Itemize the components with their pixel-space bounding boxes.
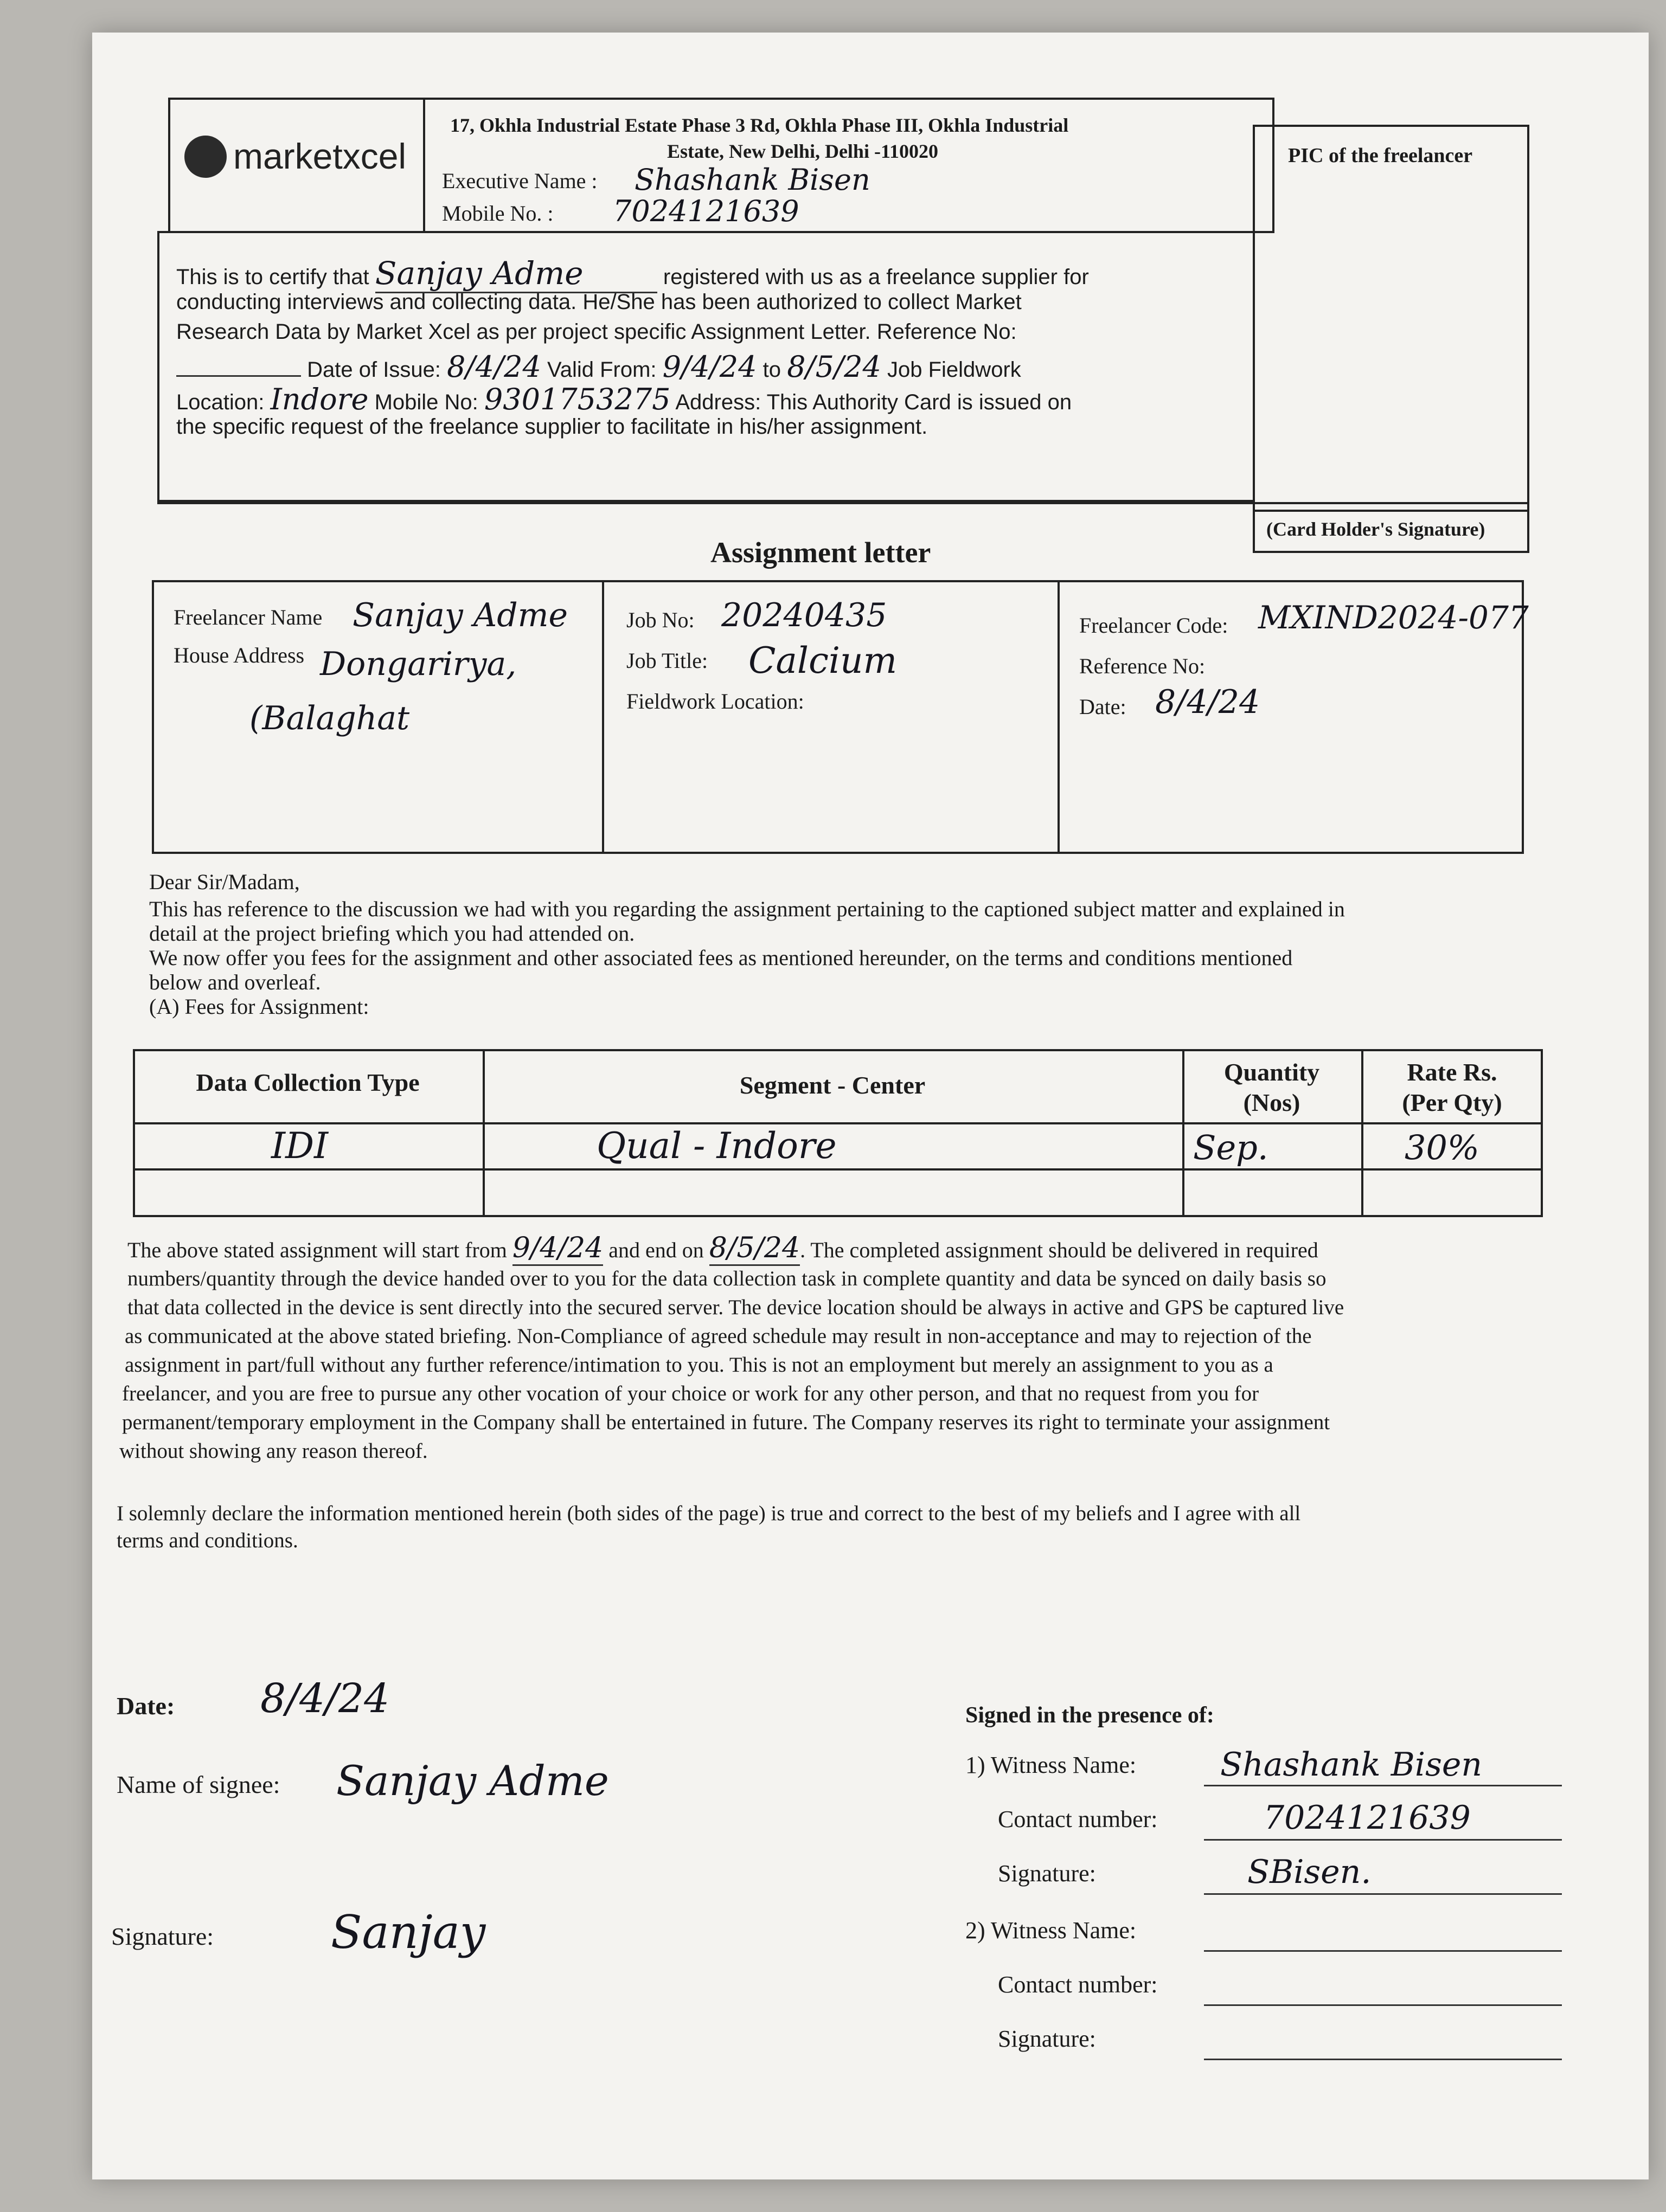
location-label: Location: [176, 390, 265, 414]
company-logo: marketxcel [233, 136, 407, 176]
terms-line6: freelancer, and you are free to pursue any other vocation of your choice or work for any other person, and that no request from you for [122, 1382, 1259, 1405]
terms-line1 [127, 1233, 1318, 1265]
valid-from-label: Valid From: [547, 358, 657, 382]
job-title-value: Calcium [748, 640, 898, 681]
cert-line5 [176, 382, 1072, 416]
job-fieldwork-label: Job Fieldwork [887, 358, 1021, 382]
witness1-name-value: Shashank Bisen [1220, 1746, 1483, 1784]
witness1-signature-line [1204, 1893, 1562, 1895]
job-no-value: 20240435 [721, 596, 887, 634]
letter-para1-line2: detail at the project briefing which you had attended on. [149, 921, 635, 946]
location-value: Indore [270, 382, 369, 416]
letter-para2-line2: below and overleaf. [149, 970, 321, 994]
header-divider [423, 98, 425, 233]
letter-para2-line1: We now offer you fees for the assignment and other associated fees as mentioned hereunder, on the terms and conditions mentioned [149, 946, 1293, 970]
valid-to-label: to [762, 358, 781, 382]
freelancer-name-value: Sanjay Adme [353, 596, 568, 634]
terms-rest-text: . The completed assignment should be delivered in required [800, 1238, 1318, 1262]
reference-no-label: Reference No: [1079, 654, 1206, 678]
valid-to-value: 8/5/24 [787, 350, 881, 384]
cert-line3: Research Data by Market Xcel as per project specific Assignment Letter. Reference No: [176, 320, 1017, 344]
house-address-line1: Dongarirya, [320, 645, 517, 683]
fieldwork-location-label: Fieldwork Location: [626, 689, 804, 713]
fees-header-rate [1361, 1057, 1543, 1118]
cert-text-a: This is to certify that [176, 265, 369, 289]
company-address-line2: Estate, New Delhi, Delhi -110020 [667, 140, 938, 162]
witness1-signature-value: SBisen. [1247, 1853, 1372, 1891]
freelancer-code-label: Freelancer Code: [1079, 613, 1228, 638]
witness1-name-line [1204, 1785, 1562, 1786]
presence-label: Signed in the presence of: [965, 1703, 1214, 1728]
terms-line8: without showing any reason thereof. [119, 1439, 428, 1463]
witness2-signature-label: Signature: [998, 2025, 1096, 2052]
house-address-label: House Address [174, 643, 305, 667]
cert-line4 [176, 350, 1021, 384]
witness2-contact-line [1204, 2004, 1562, 2006]
fees-header-quantity-l2: (Nos) [1243, 1089, 1300, 1116]
cert-line2: conducting interviews and collecting data. He/She has been authorized to collect Market [176, 290, 1022, 314]
terms-line2: numbers/quantity through the device handed over to you for the data collection task in complete quantity and data be synced on daily basis so [127, 1267, 1327, 1290]
details-col-divider-2 [1058, 580, 1060, 854]
salutation: Dear Sir/Madam, [149, 870, 300, 894]
terms-line7: permanent/temporary employment in the Company shall be entertained in future. The Company reserves its right to terminate your assignment [122, 1411, 1330, 1434]
fees-row1-quantity: Sep. [1193, 1128, 1268, 1167]
fees-row-rule [133, 1168, 1543, 1171]
fees-row1-type: IDI [271, 1125, 329, 1167]
job-title-label: Job Title: [626, 648, 708, 673]
executive-name-label: Executive Name : [442, 169, 598, 193]
signoff-date-value: 8/4/24 [260, 1675, 390, 1722]
freelancer-code-value: MXIND2024-077 [1258, 599, 1529, 636]
cert-address-text: Address: This Authority Card is issued on [675, 390, 1072, 414]
executive-name-value: Shashank Bisen [635, 163, 870, 197]
witness1-name-label: 1) Witness Name: [965, 1752, 1137, 1778]
details-date-label: Date: [1079, 695, 1126, 719]
pic-box [1253, 125, 1529, 553]
signee-signature: Sanjay [331, 1906, 486, 1959]
terms-start-date: 9/4/24 [512, 1232, 603, 1266]
cert-text-b: registered with us as a freelance supplier for [663, 265, 1089, 289]
declaration-line2: terms and conditions. [117, 1529, 298, 1552]
terms-line5: assignment in part/full without any further reference/intimation to you. This is not an employment but merely an assignment to you as a [125, 1353, 1273, 1377]
witness1-signature-label: Signature: [998, 1860, 1096, 1887]
fees-header-rule [133, 1122, 1543, 1124]
fees-heading: (A) Fees for Assignment: [149, 994, 369, 1019]
card-holder-signature-label: (Card Holder's Signature) [1266, 518, 1485, 540]
card-holder-divider [1253, 510, 1529, 512]
job-no-label: Job No: [626, 608, 695, 632]
fees-header-rate-l1: Rate Rs. [1407, 1058, 1497, 1086]
terms-line3: that data collected in the device is sent directly into the secured server. The device location should be always in active and GPS be captured live [127, 1296, 1344, 1319]
fees-header-quantity [1182, 1057, 1361, 1118]
fees-header-type: Data Collection Type [196, 1069, 420, 1096]
terms-end-date: 8/5/24 [709, 1232, 800, 1266]
terms-line4: as communicated at the above stated briefing. Non-Compliance of agreed schedule may result in non-acceptance and may to rejection of the [125, 1324, 1312, 1348]
signature-label: Signature: [111, 1922, 214, 1950]
cert-mobile-value: 9301753275 [484, 382, 671, 416]
signee-value: Sanjay Adme [336, 1757, 609, 1805]
fees-header-segment: Segment - Center [739, 1071, 926, 1099]
date-of-issue-value: 8/4/24 [447, 350, 541, 384]
executive-mobile-label: Mobile No. : [442, 201, 554, 226]
signee-label: Name of signee: [117, 1771, 280, 1798]
freelancer-name-label: Freelancer Name [174, 605, 323, 629]
executive-mobile-value: 7024121639 [613, 194, 799, 228]
terms-end-text: and end on [608, 1238, 704, 1262]
pic-label: PIC of the freelancer [1288, 144, 1473, 167]
marketxcel-logo-icon [184, 136, 227, 178]
cert-line6: the specific request of the freelance supplier to facilitate in his/her assignment. [176, 415, 928, 439]
valid-from-value: 9/4/24 [662, 350, 757, 384]
certificate-bottom-rule [157, 502, 1529, 504]
fees-row1-segment: Qual - Indore [597, 1125, 837, 1167]
date-of-issue-label: Date of Issue: [307, 358, 441, 382]
assignment-letter-title: Assignment letter [710, 536, 931, 569]
witness2-signature-line [1204, 2059, 1562, 2060]
cert-line1 [176, 255, 1089, 293]
declaration-line1: I solemnly declare the information mentioned herein (both sides of the page) is true and correct to the best of my beliefs and I agree with all [117, 1502, 1301, 1525]
witness1-contact-value: 7024121639 [1264, 1799, 1471, 1837]
company-address-line1: 17, Okhla Industrial Estate Phase 3 Rd, Okhla Phase III, Okhla Industrial [450, 114, 1069, 136]
details-col-divider-1 [602, 580, 604, 854]
letter-para1-line1: This has reference to the discussion we had with you regarding the assignment pertaining to the captioned subject matter and explained in [149, 897, 1345, 921]
terms-start-text: The above stated assignment will start from [127, 1238, 507, 1262]
house-address-line2: (Balaghat [249, 699, 410, 737]
cert-mobile-label: Mobile No: [374, 390, 478, 414]
fees-row1-rate: 30% [1405, 1128, 1479, 1167]
witness2-name-label: 2) Witness Name: [965, 1917, 1137, 1944]
details-date-value: 8/4/24 [1155, 683, 1260, 721]
witness1-contact-label: Contact number: [998, 1806, 1158, 1832]
fees-header-rate-l2: (Per Qty) [1402, 1089, 1502, 1116]
witness2-name-line [1204, 1950, 1562, 1952]
cert-freelancer-name: Sanjay Adme [375, 255, 657, 293]
witness2-contact-label: Contact number: [998, 1971, 1158, 1998]
signoff-date-label: Date: [117, 1692, 175, 1720]
witness1-contact-line [1204, 1839, 1562, 1841]
document-page [92, 33, 1649, 2179]
fees-header-quantity-l1: Quantity [1223, 1058, 1320, 1086]
